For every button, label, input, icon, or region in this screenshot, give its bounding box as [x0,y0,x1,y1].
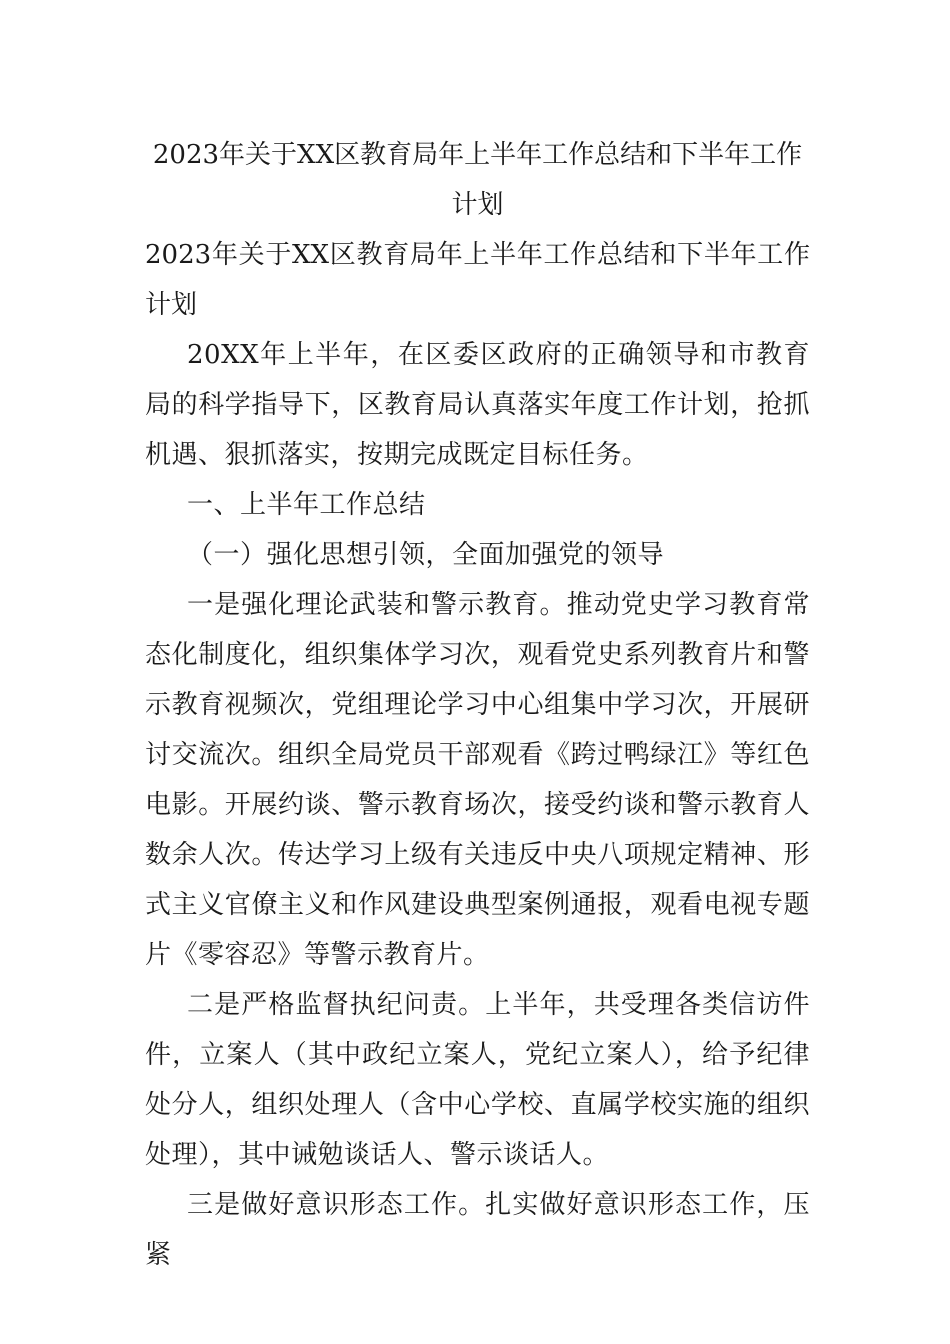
subsection-heading: （一）强化思想引领，全面加强党的领导 [187,540,665,570]
body-paragraph: 一是强化理论武装和警示教育。推动党史学习教育常态化制度化，组织集体学习次，观看党史系列教育片和警示教育视频次，党组理论学习中心组集中学习次，开展研讨交流次。组织全局党员干部观看《跨过鸭绿江》等红色电影。开展约谈、警示教育场次，接受约谈和警示教育人数余人次。传达学习上级有关违反中央八项规定精神、形式主义官僚主义和作风建设典型案例通报，观看电视专题片《零容忍》等警示教育片。 [145,590,810,970]
section-heading: 一、上半年工作总结 [187,490,426,520]
body-paragraph: 二是严格监督执纪问责。上半年，共受理各类信访件件，立案人（其中政纪立案人，党纪立案人），给予纪律处分人，组织处理人（含中心学校、直属学校实施的组织处理），其中诫勉谈话人、警示谈话人。 [145,990,810,1170]
intro-paragraph: 20XX年上半年，在区委区政府的正确领导和市教育局的科学指导下，区教育局认真落实年度工作计划，抢抓机遇、狠抓落实，按期完成既定目标任务。 [145,340,810,470]
document-subtitle: 2023年关于XX区教育局年上半年工作总结和下半年工作计划 [145,240,810,320]
document-title: 2023年关于XX区教育局年上半年工作总结和下半年工作计划 [152,140,803,220]
body-paragraph: 三是做好意识形态工作。扎实做好意识形态工作，压紧 [145,1190,810,1270]
document-page [145,130,810,1280]
